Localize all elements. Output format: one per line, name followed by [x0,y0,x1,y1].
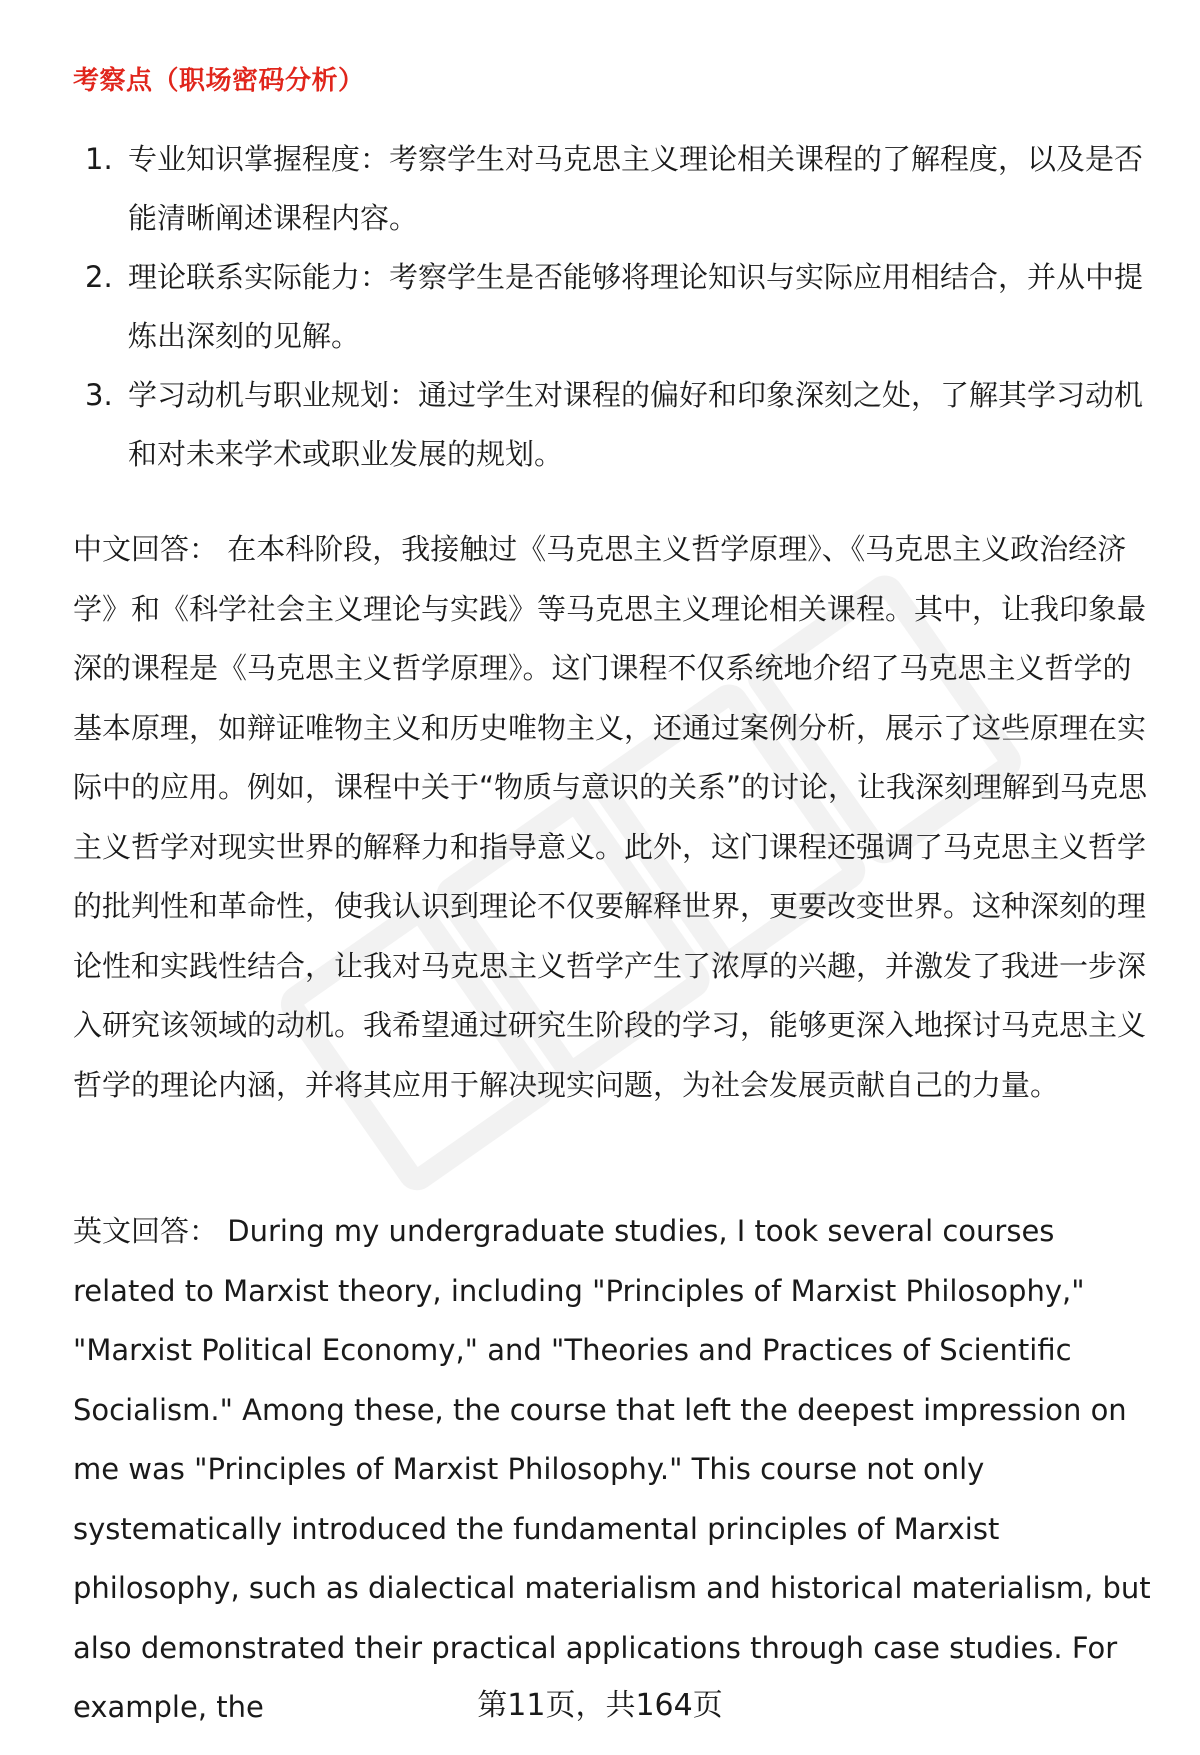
list-item [73,130,1153,248]
list-item-number: 1. [85,142,113,176]
english-answer-paragraph [73,1202,1158,1738]
english-answer-label: 英文回答： [73,1214,219,1248]
page-number-footer: 第11页，共164页 [477,1688,723,1723]
list-item-text: 专业知识掌握程度：考察学生对马克思主义理论相关课程的了解程度，以及是否能清晰阐述课程内容。 [128,142,1144,235]
list-item-text: 理论联系实际能力：考察学生是否能够将理论知识与实际应用相结合，并从中提炼出深刻的见解。 [128,260,1144,353]
english-answer-text: During my undergraduate studies, I took several courses related to Marxist theory, including "Principles of Marxist Philosophy," "Marxist Political Economy," and "Theories and Practices of Scientific Socialism." Among these, the course that left the deepest impression on me was "Principles of Marxist Philosophy." This course not only systematically introduced the fundamental principles of Marxist philosophy, such as dialectical materialism and historical materialism, but also demonstrated their practical applications through case studies. For example, the [73,1214,1151,1724]
list-item [73,366,1153,484]
list-item-number: 3. [85,378,113,412]
assessment-points-list [73,130,1153,484]
section-title: 考察点（职场密码分析） [73,66,365,96]
list-item [73,248,1153,366]
list-item-number: 2. [85,260,113,294]
list-item-text: 学习动机与职业规划：通过学生对课程的偏好和印象深刻之处，了解其学习动机和对未来学术或职业发展的规划。 [128,378,1144,471]
chinese-answer-paragraph [73,520,1158,1115]
chinese-answer-label: 中文回答： [73,532,219,566]
chinese-answer-text: 在本科阶段，我接触过《马克思主义哲学原理》、《马克思主义政治经济学》和《科学社会主义理论与实践》等马克思主义理论相关课程。其中，让我印象最深的课程是《马克思主义哲学原理》。这门课程不仅系统地介绍了马克思主义哲学的基本原理，如辩证唯物主义和历史唯物主义，还通过案例分析，展示了这些原理在实际中的应用。例如，课程中关于“物质与意识的关系”的讨论，让我深刻理解到马克思主义哲学对现实世界的解释力和指导意义。此外，这门课程还强调了马克思主义哲学的批判性和革命性，使我认识到理论不仅要解释世界，更要改变世界。这种深刻的理论性和实践性结合，让我对马克思主义哲学产生了浓厚的兴趣，并激发了我进一步深入研究该领域的动机。我希望通过研究生阶段的学习，能够更深入地探讨马克思主义哲学的理论内涵，并将其应用于解决现实问题，为社会发展贡献自己的力量。 [73,532,1148,1102]
